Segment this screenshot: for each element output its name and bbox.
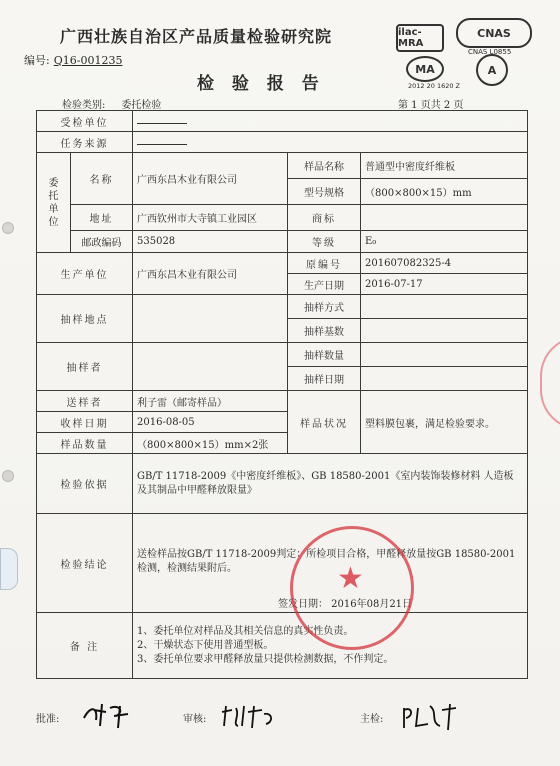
postcode-value: 535028	[133, 231, 288, 253]
inspector-signature	[400, 702, 462, 737]
remarks-label: 备 注	[37, 613, 133, 679]
sample-qty-value: （800×800×15）mm×2张	[133, 433, 288, 454]
binder-clip-icon	[0, 548, 18, 590]
table-row	[37, 343, 528, 367]
name-value: 广西东昌木业有限公司	[133, 153, 288, 205]
table-row	[37, 132, 528, 153]
sample-name-value: 普通型中密度纤维板	[361, 153, 528, 179]
production-date-label: 生产日期	[288, 274, 361, 295]
sampler-value	[133, 343, 288, 391]
sampling-place-value	[133, 295, 288, 343]
conclusion-value: 送检样品按GB/T 11718-2009判定：所检项目合格，甲醛释放量按GB 18580-2001检测，检测结果附后。	[137, 549, 516, 574]
issue-date: 签发日期： 2016年08月21日	[277, 599, 413, 610]
model-label: 型号规格	[288, 179, 361, 205]
table-row	[37, 391, 528, 412]
producer-label: 生产单位	[37, 253, 133, 295]
inspect-label: 主检:	[360, 714, 384, 725]
cma-logo: MA	[406, 56, 444, 82]
production-date-value: 2016-07-17	[361, 274, 528, 295]
institute-name: 广西壮族自治区产品质量检验研究院	[60, 27, 333, 46]
table-row	[37, 295, 528, 319]
basis-label: 检验依据	[37, 454, 133, 514]
inspection-category	[62, 96, 161, 111]
table-row	[37, 454, 528, 514]
inspector-signature-mark	[400, 702, 462, 732]
cert-number: 2012 20 1620 Z	[408, 82, 461, 90]
inspected-unit-label: 受检单位	[37, 111, 133, 132]
cal-logo: A	[476, 54, 508, 86]
reviewer-signature	[218, 702, 278, 735]
sampling-place-label: 抽样地点	[37, 295, 133, 343]
category-value: 委托检验	[121, 100, 162, 111]
sampler-label: 抽样者	[37, 343, 133, 391]
cnas-number: CNAS L0855	[468, 48, 512, 56]
serial-label: 编号:	[24, 54, 50, 67]
document-title: 检 验 报 告	[197, 74, 325, 94]
task-source-label: 任务来源	[37, 132, 133, 153]
inspected-unit-value	[133, 111, 528, 132]
received-date-label: 收样日期	[37, 412, 133, 433]
reviewer-signature-mark	[218, 702, 278, 730]
star-icon: ★	[337, 561, 364, 596]
grade-label: 等级	[288, 231, 361, 253]
original-no-value: 201607082325-4	[361, 253, 528, 274]
remark-item: 1、委托单位对样品及其相关信息的真实性负责。	[137, 625, 354, 637]
sampling-method-value	[361, 295, 528, 319]
ilac-mra-logo: ilac-MRA	[396, 24, 444, 52]
address-value: 广西钦州市大寺镇工业园区	[133, 205, 288, 231]
client-label: 委托单位	[37, 153, 71, 253]
received-date-value: 2016-08-05	[133, 412, 288, 433]
conclusion-label: 检验结论	[37, 514, 133, 613]
sample-name-label: 样品名称	[288, 153, 361, 179]
trademark-label: 商标	[288, 205, 361, 231]
table-row	[37, 613, 528, 679]
sampling-date-label: 抽样日期	[288, 367, 361, 391]
category-label: 检验类别:	[62, 100, 106, 111]
trademark-value	[361, 205, 528, 231]
postcode-label: 邮政编码	[71, 231, 133, 253]
model-value: （800×800×15）mm	[361, 179, 528, 205]
table-row	[37, 153, 528, 179]
punch-hole-icon	[2, 470, 14, 482]
approve-label: 批准:	[36, 714, 60, 725]
sample-qty-label: 样品数量	[37, 433, 133, 454]
sampling-qty-label: 抽样数量	[288, 343, 361, 367]
sampling-qty-value	[361, 343, 528, 367]
table-row	[37, 514, 528, 613]
name-label: 名称	[71, 153, 133, 205]
sampling-method-label: 抽样方式	[288, 295, 361, 319]
table-row	[37, 111, 528, 132]
task-source-value	[133, 132, 528, 153]
sender-label: 送样者	[37, 391, 133, 412]
report-table	[36, 110, 528, 679]
address-label: 地址	[71, 205, 133, 231]
edge-seal-stamp	[540, 336, 560, 430]
punch-hole-icon	[2, 222, 14, 234]
inspection-seal-stamp	[290, 526, 414, 650]
sampling-base-value	[361, 319, 528, 343]
certification-logos	[390, 16, 540, 92]
sample-state-value: 塑料膜包裹，满足检验要求。	[361, 391, 528, 454]
page-info: 第 1 页共 2 页	[398, 100, 464, 111]
approver-signature-mark	[80, 700, 136, 730]
sampling-base-label: 抽样基数	[288, 319, 361, 343]
table-row	[37, 205, 528, 231]
sender-value: 利子雷（邮寄样品）	[133, 391, 288, 412]
serial-number	[24, 52, 122, 68]
approver-signature	[80, 700, 136, 736]
sample-state-label: 样品状况	[288, 391, 361, 454]
serial-value: Q16-001235	[53, 54, 123, 67]
producer-value: 广西东昌木业有限公司	[133, 253, 288, 295]
basis-value: GB/T 11718-2009《中密度纤维板》、GB 18580-2001《室内装饰装修材料 人造板及其制品中甲醛释放限量》	[133, 454, 528, 514]
remark-item: 2、干燥状态下使用普通型板。	[137, 639, 274, 651]
sampling-date-value	[361, 367, 528, 391]
review-label: 审核:	[183, 714, 207, 725]
table-row	[37, 231, 528, 253]
grade-value: E₀	[361, 231, 528, 253]
remark-item: 3、委托单位要求甲醛释放量只提供检测数据，不作判定。	[137, 653, 394, 665]
original-no-label: 原编号	[288, 253, 361, 274]
table-row	[37, 253, 528, 274]
cnas-logo: CNAS	[456, 18, 532, 48]
